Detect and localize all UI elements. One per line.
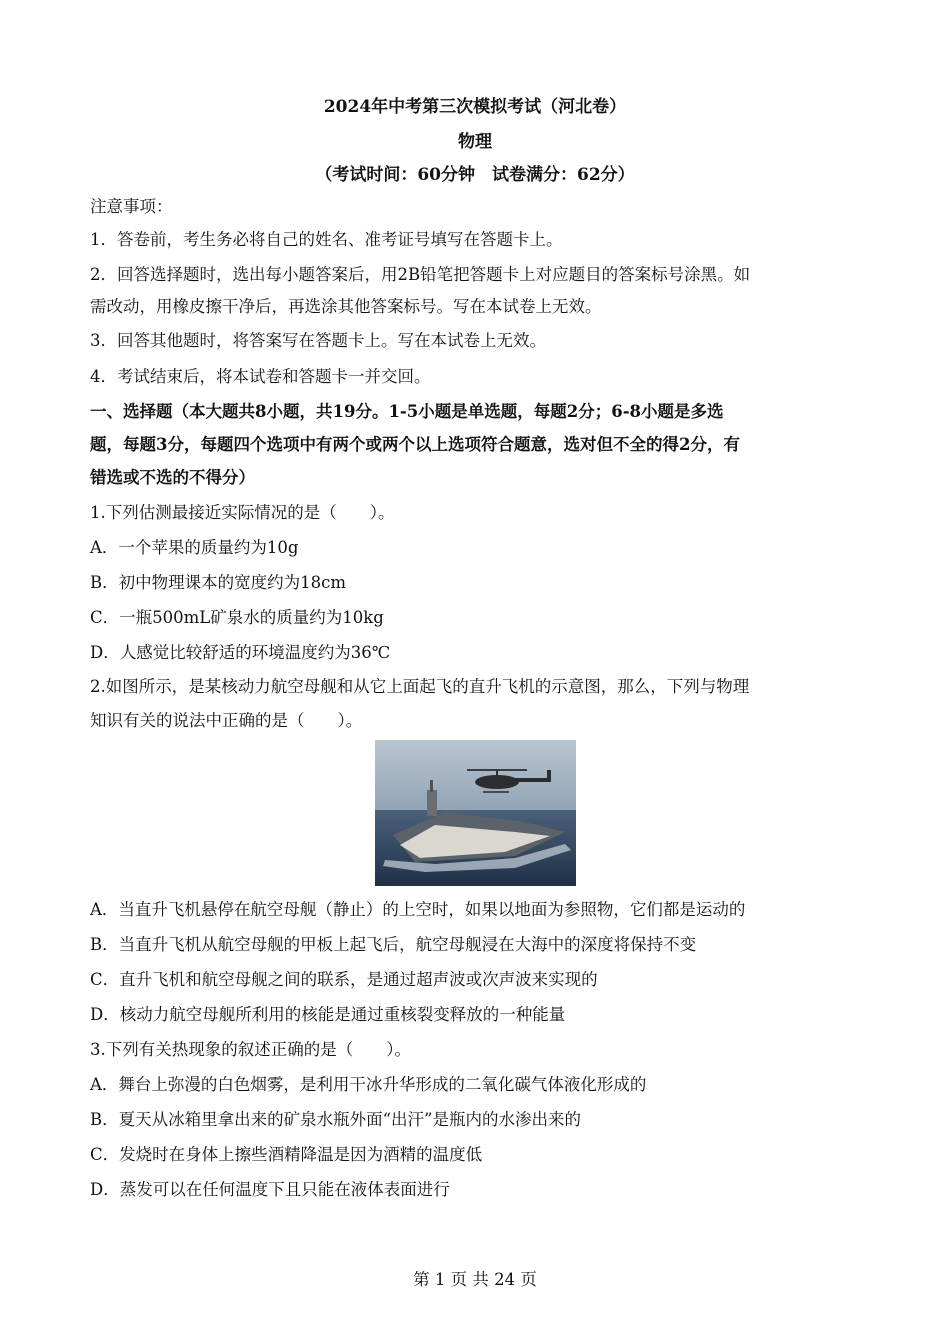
helicopter-body-icon <box>475 775 519 789</box>
notice-item: 需改动，用橡皮擦干净后，再选涂其他答案标号。写在本试卷上无效。 <box>90 297 602 316</box>
question-1-option-a: A．一个苹果的质量约为10g <box>90 538 299 557</box>
subject-title: 物理 <box>458 132 492 152</box>
question-2-option-a: A．当直升飞机悬停在航空母舰（静止）的上空时，如果以地面为参照物，它们都是运动的 <box>90 900 746 919</box>
question-1-option-c: C．一瓶500mL矿泉水的质量约为10kg <box>90 608 384 627</box>
notice-item: 1．答卷前，考生务必将自己的姓名、准考证号填写在答题卡上。 <box>90 230 563 249</box>
question-1-option-d: D．人感觉比较舒适的环境温度约为36℃ <box>90 643 391 662</box>
question-2-stem: 知识有关的说法中正确的是（ ）。 <box>90 711 363 730</box>
exam-info: （考试时间：60分钟 试卷满分：62分） <box>315 165 635 185</box>
section-heading: 错选或不选的不得分） <box>90 468 255 487</box>
question-2-stem: 2.如图所示，是某核动力航空母舰和从它上面起飞的直升飞机的示意图，那么，下列与物理 <box>90 677 750 696</box>
notice-item: 4．考试结束后，将本试卷和答题卡一并交回。 <box>90 367 431 386</box>
section-heading: 题，每题3分，每题四个选项中有两个或两个以上选项符合题意，选对但不全的得2分，有 <box>90 435 740 454</box>
question-2-option-b: B．当直升飞机从航空母舰的甲板上起飞后，航空母舰浸在大海中的深度将保持不变 <box>90 935 697 954</box>
question-3-option-a: A．舞台上弥漫的白色烟雾，是利用干冰升华形成的二氧化碳气体液化形成的 <box>90 1075 647 1094</box>
question-3-option-d: D．蒸发可以在任何温度下且只能在液体表面进行 <box>90 1180 450 1199</box>
question-3-option-c: C．发烧时在身体上擦些酒精降温是因为酒精的温度低 <box>90 1145 483 1164</box>
exam-title: 2024年中考第三次模拟考试（河北卷） <box>323 97 627 117</box>
aircraft-carrier-helicopter-photo <box>375 740 576 886</box>
question-3-option-b: B．夏天从冰箱里拿出来的矿泉水瓶外面“出汗”是瓶内的水渗出来的 <box>90 1110 581 1129</box>
helicopter-tail-fin-icon <box>547 770 551 782</box>
page-number: 第 1 页 共 24 页 <box>413 1270 537 1289</box>
question-2-option-d: D．核动力航空母舰所利用的核能是通过重核裂变释放的一种能量 <box>90 1005 566 1024</box>
question-2-option-c: C．直升飞机和航空母舰之间的联系，是通过超声波或次声波来实现的 <box>90 970 598 989</box>
question-1-stem: 1.下列估测最接近实际情况的是（ ）。 <box>90 503 395 522</box>
question-1-option-b: B．初中物理课本的宽度约为18cm <box>90 573 347 592</box>
carrier-island-icon <box>427 790 437 816</box>
question-3-stem: 3.下列有关热现象的叙述正确的是（ ）。 <box>90 1040 411 1059</box>
notice-item: 3．回答其他题时，将答案写在答题卡上。写在本试卷上无效。 <box>90 331 546 350</box>
section-heading: 一、选择题（本大题共8小题，共19分。1-5小题是单选题，每题2分；6-8小题是多选 <box>90 402 724 421</box>
notice-item: 2．回答选择题时，选出每小题答案后，用2B铅笔把答题卡上对应题目的答案标号涂黑。如 <box>90 265 751 284</box>
carrier-mast-icon <box>430 780 433 792</box>
notice-heading: 注意事项： <box>90 197 173 216</box>
helicopter-tail-icon <box>515 778 551 782</box>
